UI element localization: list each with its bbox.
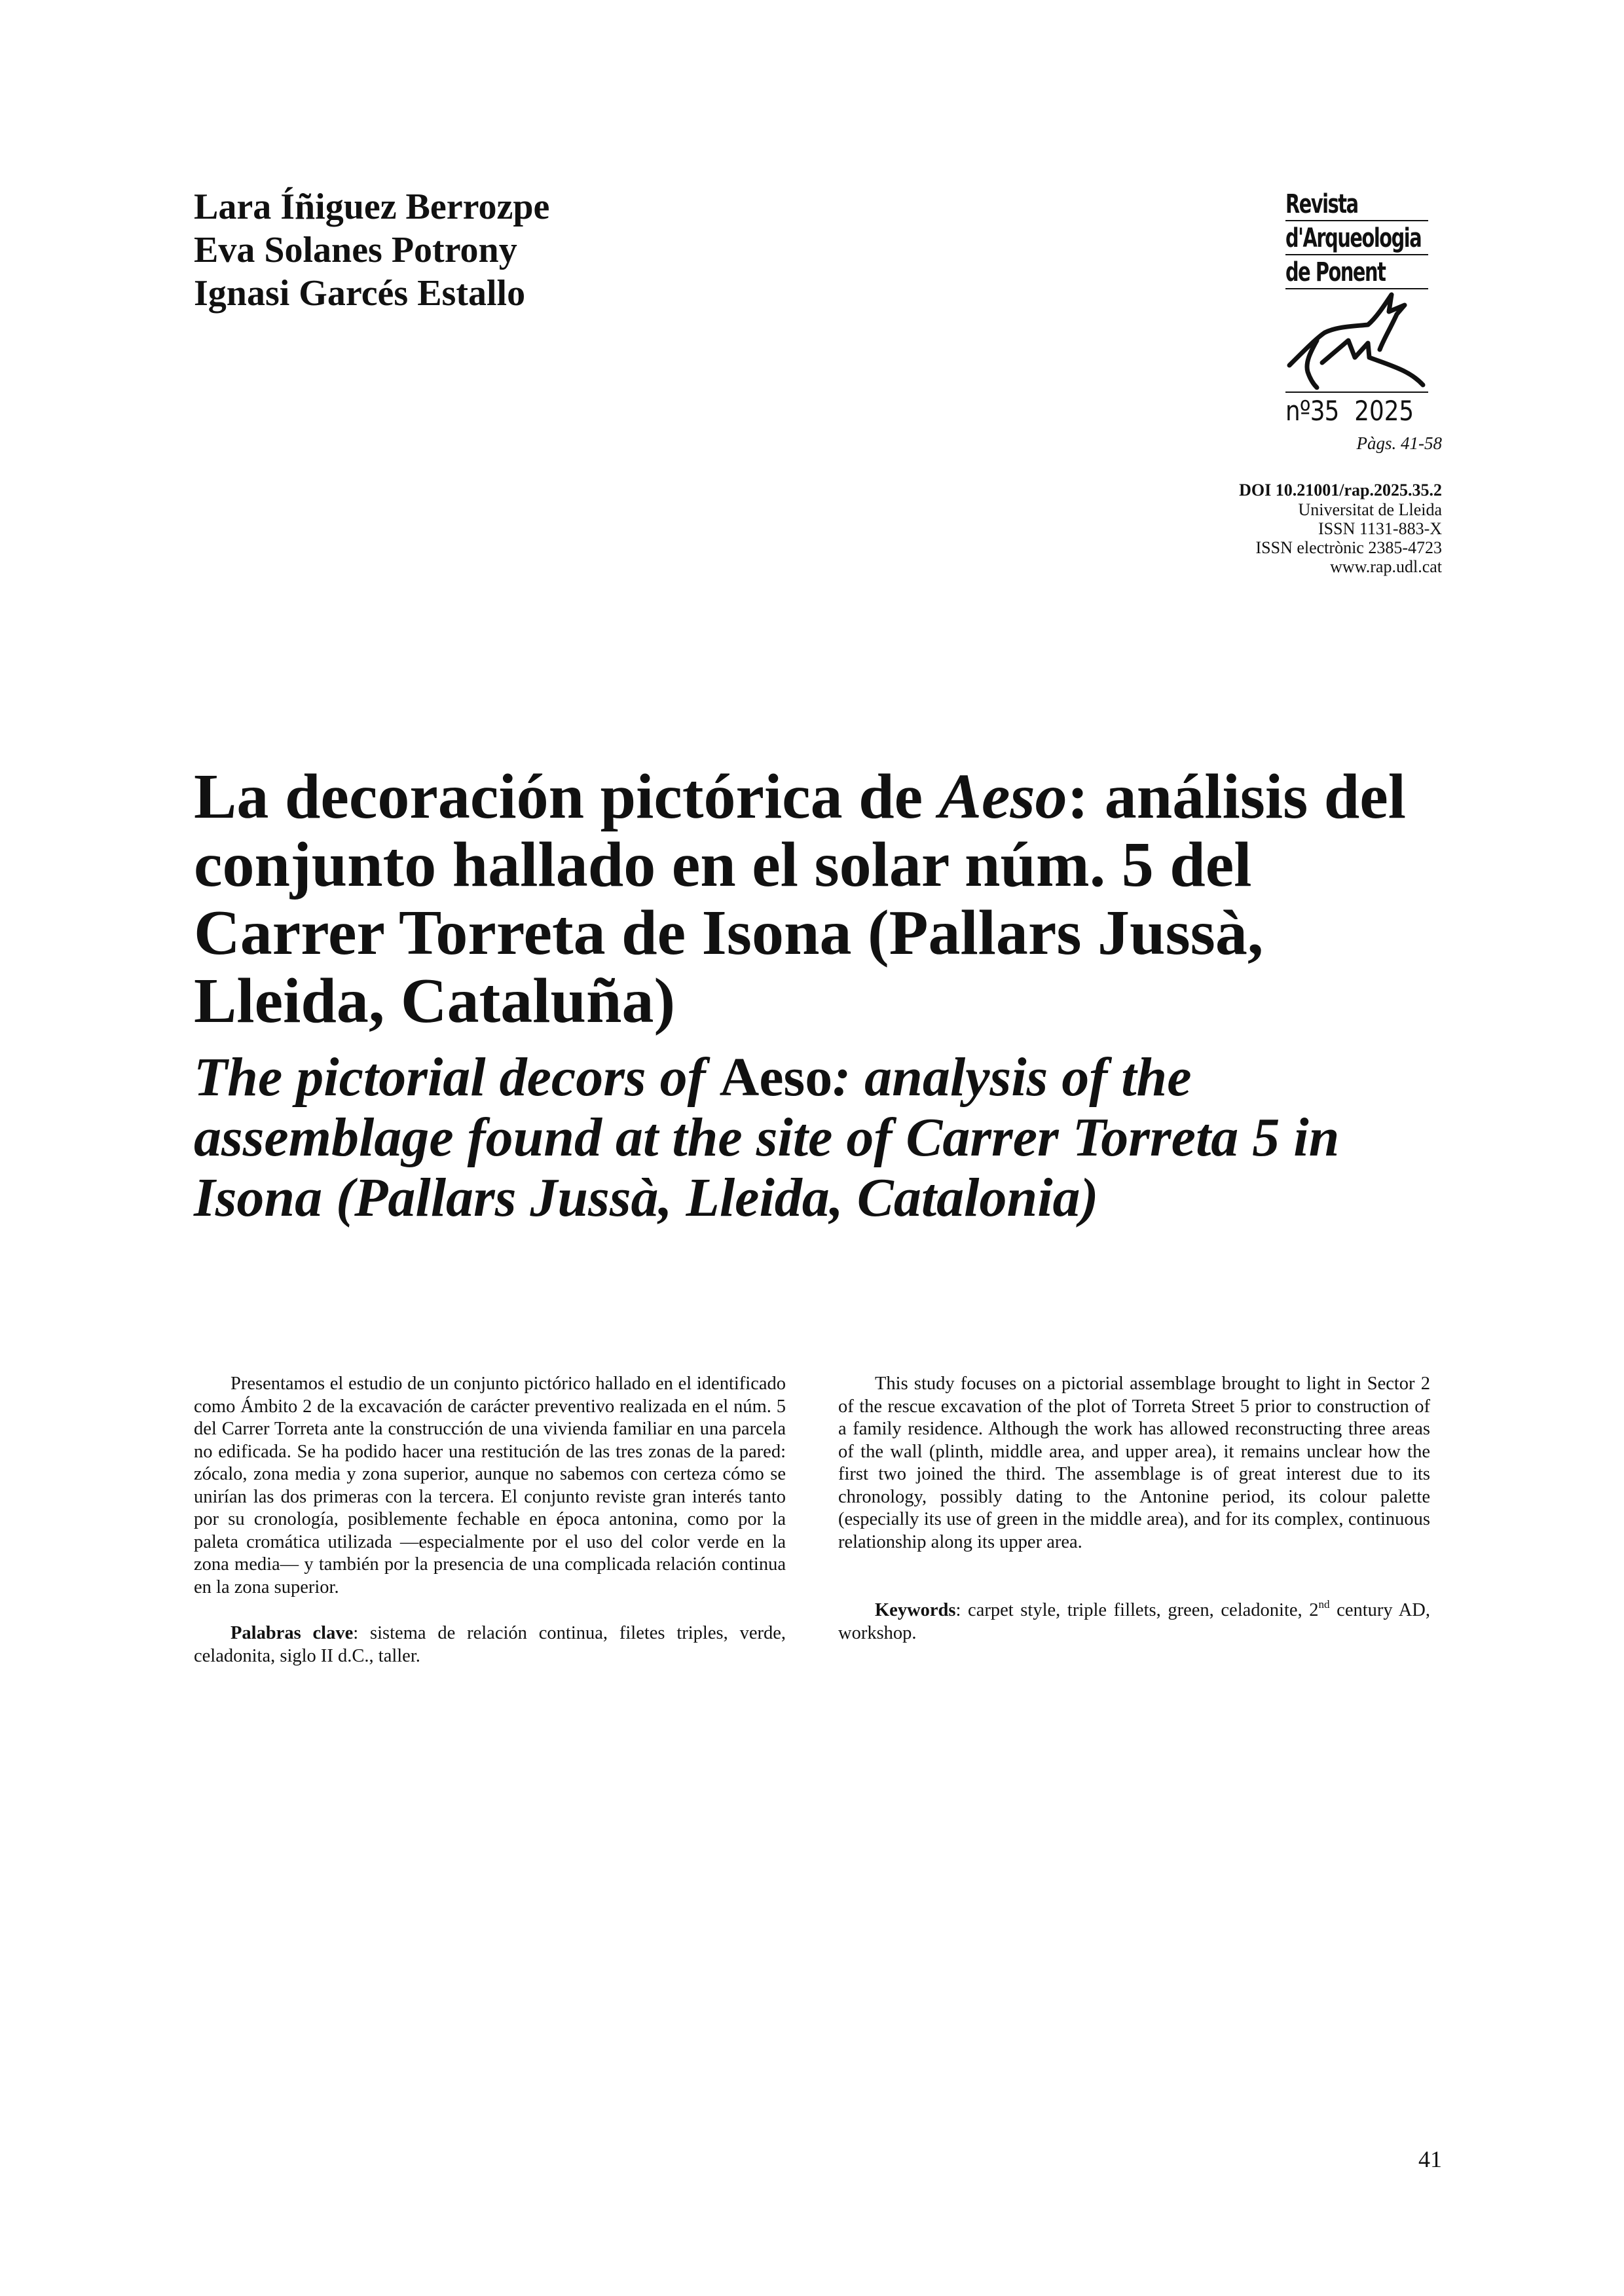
keywords-list: : carpet style, triple fillets, green, celadonite, 2 [955, 1600, 1319, 1620]
journal-logo [1285, 190, 1430, 427]
title-en-upright: Aeso [719, 1047, 833, 1108]
title-en-part: The pictorial decors of [194, 1047, 720, 1108]
title-en-part: : analysis of the assemblage found at the site of Carrer Torreta 5 in Isona (Pallars Jussà, Lleida, Catalonia) [194, 1047, 1340, 1228]
logo-rule [1285, 254, 1428, 255]
author-name: Eva Solanes Potrony [194, 230, 517, 270]
author-name: Ignasi Garcés Estallo [194, 273, 526, 314]
page-number: 41 [1418, 2146, 1442, 2172]
author-name: Lara Íñiguez Berrozpe [194, 187, 550, 227]
keywords-list: century AD, workshop. [838, 1600, 1430, 1643]
abstract-text: Presentamos el estudio de un conjunto pictórico hallado en el identificado como Ámbito 2 de la excavación de carácter preventivo realizada en el núm. 5 del Carrer Torreta ante la construcción de una vivienda familiar en una parcela no edificada. Se ha podido hacer una restitución de las tres zonas de la pared: zócalo, zona media y zona superior, aunque no sabemos con certeza cómo se unirían las dos primeras con la tercera. El conjunto reviste gran interés tanto por su cronología, posiblemente fechable en época antonina, como por la paleta cromática utilizada —especialmente por el uso del color verde en la zona media— y también por la presencia de una complicada relación continua en la zona superior. [194, 1374, 786, 1597]
title-english [194, 1048, 1451, 1228]
title-spanish [194, 763, 1451, 1035]
doi[interactable]: DOI 10.21001/rap.2025.35.2 [1239, 481, 1442, 500]
issue-line [1285, 395, 1414, 427]
logo-rule [1285, 392, 1428, 393]
publisher: Universitat de Lleida [1298, 500, 1442, 519]
logo-text-line: de Ponent [1285, 257, 1386, 287]
website-link[interactable]: www.rap.udl.cat [1330, 557, 1442, 576]
issn: ISSN 1131-883-X [1318, 519, 1442, 538]
keywords-list: : sistema de relación continua, filetes triples, verde, celadonita, siglo II d.C., taller. [194, 1623, 786, 1666]
logo-rule [1285, 220, 1428, 221]
title-es-italic: Aeso [938, 761, 1067, 832]
issn-electronic: ISSN electrònic 2385-4723 [1255, 538, 1442, 557]
issue-number: nº35 [1285, 395, 1339, 427]
article-metadata [1239, 432, 1442, 576]
keywords-label: Palabras clave [231, 1623, 354, 1643]
ordinal-suffix: nd [1318, 1598, 1330, 1611]
title-es-part: : análisis del conjunto hallado en el solar núm. 5 del Carrer Torreta de Isona (Pallars Jussà, Lleida, Cataluña) [194, 761, 1406, 1036]
logo-text-line: d'Arqueologia [1285, 223, 1422, 253]
logo-rule [1285, 288, 1428, 289]
page-range: Pàgs. 41-58 [1356, 433, 1442, 453]
abstract-spanish [194, 1373, 786, 1667]
title-es-part: La decoración pictórica de [194, 761, 939, 832]
keywords-label: Keywords [875, 1600, 956, 1620]
issue-year: 2025 [1354, 395, 1414, 427]
abstract-english [838, 1373, 1430, 1645]
abstract-text: This study focuses on a pictorial assemblage brought to light in Sector 2 of the rescue excavation of the plot of Torreta Street 5 prior to construction of a family residence. Although the work has allowed reconstructing three areas of the wall (plinth, middle area, and upper area), it remains unclear how the first two joined the third. The assemblage is of great interest due to its chronology, possibly dating to the Antonine period, its colour palette (especially its use of green in the middle area), and for its complex, continuous relationship along its upper area. [838, 1374, 1430, 1552]
wolf-icon [1285, 292, 1428, 390]
logo-text-line: Revista [1285, 189, 1358, 219]
author-list [194, 185, 549, 315]
keywords-spanish [194, 1622, 786, 1667]
keywords-english [838, 1599, 1430, 1645]
